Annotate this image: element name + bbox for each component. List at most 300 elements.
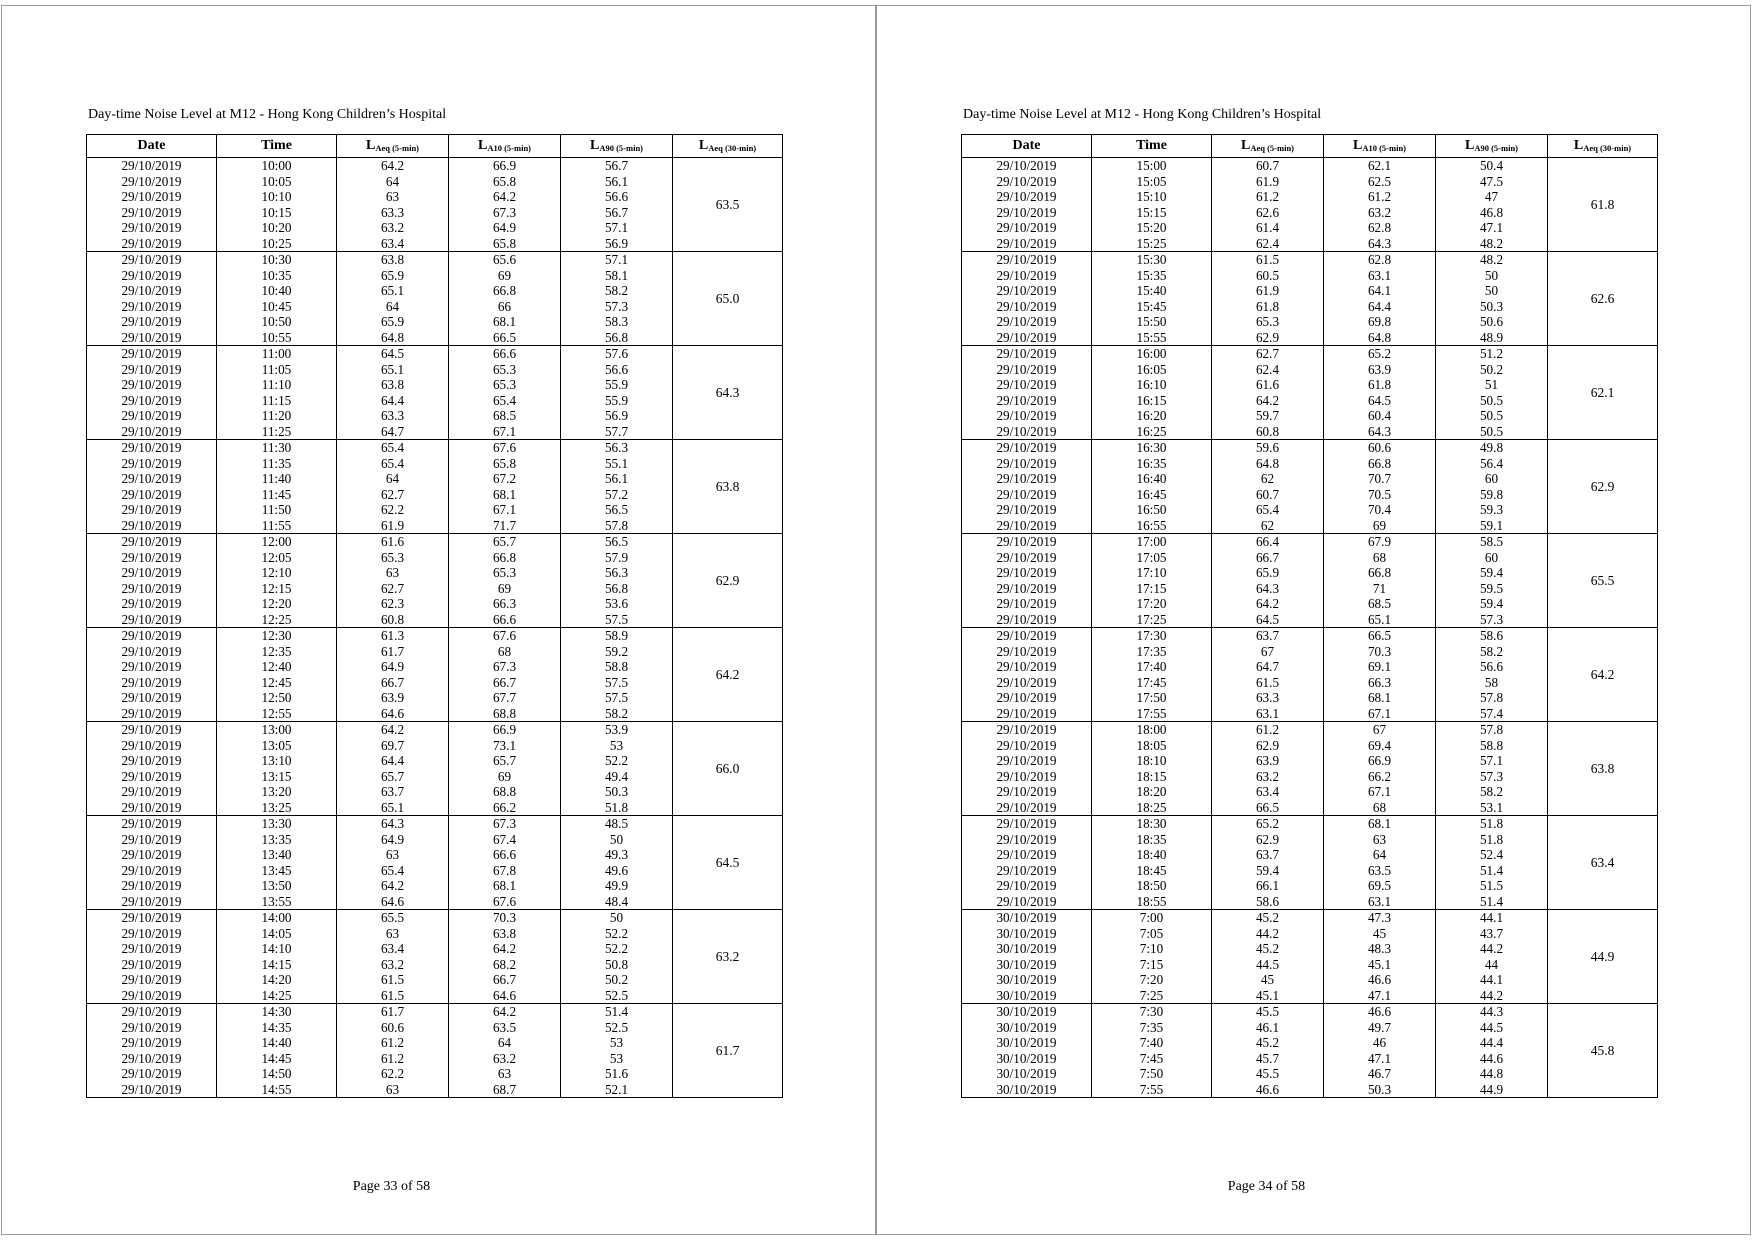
cell-time: 13:25 <box>217 800 337 816</box>
cell-la90-5min: 59.5 <box>1436 581 1548 597</box>
cell-date: 29/10/2019 <box>962 205 1092 221</box>
cell-la10-5min: 66.9 <box>449 722 561 738</box>
cell-la90-5min: 56.1 <box>561 471 673 487</box>
cell-la90-5min: 49.9 <box>561 878 673 894</box>
cell-time: 7:55 <box>1092 1082 1212 1098</box>
cell-la10-5min: 66.2 <box>1324 769 1436 785</box>
cell-la10-5min: 47.1 <box>1324 988 1436 1004</box>
cell-la90-5min: 51 <box>1436 377 1548 393</box>
cell-date: 29/10/2019 <box>87 471 217 487</box>
cell-la90-5min: 50.6 <box>1436 314 1548 330</box>
cell-date: 29/10/2019 <box>87 205 217 221</box>
cell-laeq-5min: 66.7 <box>1212 550 1324 566</box>
cell-time: 16:45 <box>1092 487 1212 503</box>
cell-la10-5min: 66.8 <box>449 283 561 299</box>
cell-la10-5min: 68.7 <box>449 1082 561 1098</box>
cell-laeq-5min: 61.2 <box>337 1035 449 1051</box>
cell-la90-5min: 56.7 <box>561 205 673 221</box>
cell-laeq-30min: 62.1 <box>1548 346 1658 440</box>
cell-la90-5min: 52.5 <box>561 988 673 1004</box>
cell-laeq-5min: 62.9 <box>1212 330 1324 346</box>
cell-date: 29/10/2019 <box>962 612 1092 628</box>
cell-time: 15:30 <box>1092 252 1212 268</box>
cell-la90-5min: 51.2 <box>1436 346 1548 362</box>
cell-date: 29/10/2019 <box>87 1082 217 1098</box>
cell-date: 29/10/2019 <box>87 550 217 566</box>
cell-date: 30/10/2019 <box>962 1066 1092 1082</box>
cell-laeq-5min: 60.8 <box>337 612 449 628</box>
cell-la10-5min: 67.3 <box>449 205 561 221</box>
cell-date: 29/10/2019 <box>87 722 217 738</box>
cell-laeq-5min: 62.2 <box>337 1066 449 1082</box>
cell-laeq-30min: 65.5 <box>1548 534 1658 628</box>
cell-laeq-5min: 65.2 <box>1212 816 1324 832</box>
cell-laeq-30min: 63.5 <box>673 158 783 252</box>
cell-laeq-5min: 63 <box>337 926 449 942</box>
cell-la90-5min: 56.3 <box>561 440 673 456</box>
cell-la10-5min: 64.5 <box>1324 393 1436 409</box>
cell-la10-5min: 70.3 <box>1324 644 1436 660</box>
cell-time: 15:45 <box>1092 299 1212 315</box>
cell-la10-5min: 46.6 <box>1324 1004 1436 1020</box>
cell-laeq-5min: 45.7 <box>1212 1051 1324 1067</box>
cell-date: 29/10/2019 <box>87 644 217 660</box>
cell-la90-5min: 44.2 <box>1436 988 1548 1004</box>
cell-time: 11:25 <box>217 424 337 440</box>
cell-la90-5min: 58 <box>1436 675 1548 691</box>
cell-la90-5min: 56.1 <box>561 174 673 190</box>
cell-date: 29/10/2019 <box>962 738 1092 754</box>
cell-date: 29/10/2019 <box>87 252 217 268</box>
cell-time: 12:55 <box>217 706 337 722</box>
cell-date: 29/10/2019 <box>962 424 1092 440</box>
cell-la10-5min: 70.3 <box>449 910 561 926</box>
cell-la10-5min: 50.3 <box>1324 1082 1436 1098</box>
cell-laeq-5min: 63.7 <box>1212 628 1324 644</box>
table-row <box>962 158 1658 174</box>
cell-la90-5min: 48.5 <box>561 816 673 832</box>
cell-laeq-5min: 60.6 <box>337 1020 449 1036</box>
cell-time: 14:10 <box>217 941 337 957</box>
cell-laeq-5min: 61.7 <box>337 1004 449 1020</box>
cell-date: 29/10/2019 <box>962 518 1092 534</box>
cell-laeq-30min: 65.0 <box>673 252 783 346</box>
cell-laeq-5min: 64.2 <box>337 878 449 894</box>
cell-time: 13:35 <box>217 832 337 848</box>
cell-date: 29/10/2019 <box>87 518 217 534</box>
header-laeq-5min: $L_{Aeq (5-min)}$ <box>1212 135 1324 158</box>
cell-la90-5min: 57.4 <box>1436 706 1548 722</box>
cell-date: 29/10/2019 <box>962 581 1092 597</box>
cell-la10-5min: 65.8 <box>449 236 561 252</box>
cell-date: 30/10/2019 <box>962 910 1092 926</box>
cell-la10-5min: 68.5 <box>1324 596 1436 612</box>
cell-la90-5min: 50 <box>561 910 673 926</box>
cell-la90-5min: 57.1 <box>561 252 673 268</box>
cell-date: 29/10/2019 <box>962 644 1092 660</box>
cell-time: 11:20 <box>217 408 337 424</box>
cell-la90-5min: 58.8 <box>561 659 673 675</box>
cell-date: 29/10/2019 <box>962 565 1092 581</box>
cell-date: 30/10/2019 <box>962 988 1092 1004</box>
cell-laeq-5min: 45.1 <box>1212 988 1324 1004</box>
cell-la90-5min: 48.9 <box>1436 330 1548 346</box>
header-la90-5min: $L_{A90 (5-min)}$ <box>561 135 673 158</box>
cell-la90-5min: 55.9 <box>561 377 673 393</box>
cell-date: 29/10/2019 <box>962 659 1092 675</box>
table-row <box>962 910 1658 926</box>
cell-la10-5min: 45 <box>1324 926 1436 942</box>
cell-la10-5min: 63.1 <box>1324 894 1436 910</box>
cell-time: 18:35 <box>1092 832 1212 848</box>
cell-time: 12:35 <box>217 644 337 660</box>
cell-time: 7:10 <box>1092 941 1212 957</box>
cell-time: 11:30 <box>217 440 337 456</box>
cell-date: 29/10/2019 <box>87 268 217 284</box>
cell-la90-5min: 53 <box>561 1035 673 1051</box>
cell-la10-5min: 67 <box>1324 722 1436 738</box>
table-row <box>87 722 783 738</box>
cell-la90-5min: 59.3 <box>1436 502 1548 518</box>
cell-date: 30/10/2019 <box>962 957 1092 973</box>
cell-laeq-30min: 62.9 <box>673 534 783 628</box>
cell-la10-5min: 66.7 <box>449 675 561 691</box>
cell-date: 29/10/2019 <box>962 675 1092 691</box>
table-row <box>87 158 783 174</box>
cell-time: 13:15 <box>217 769 337 785</box>
cell-laeq-5min: 64.2 <box>337 158 449 174</box>
cell-date: 29/10/2019 <box>87 283 217 299</box>
cell-laeq-5min: 64.4 <box>337 393 449 409</box>
cell-time: 11:50 <box>217 502 337 518</box>
cell-la10-5min: 65.8 <box>449 456 561 472</box>
cell-time: 13:45 <box>217 863 337 879</box>
cell-la90-5min: 56.6 <box>1436 659 1548 675</box>
cell-time: 18:25 <box>1092 800 1212 816</box>
cell-laeq-5min: 69.7 <box>337 738 449 754</box>
cell-la10-5min: 71 <box>1324 581 1436 597</box>
page-title: Day-time Noise Level at M12 - Hong Kong Children’s Hospital <box>88 107 447 122</box>
cell-laeq-5min: 60.5 <box>1212 268 1324 284</box>
cell-laeq-30min: 62.9 <box>1548 440 1658 534</box>
cell-laeq-5min: 62.9 <box>1212 738 1324 754</box>
cell-la10-5min: 67.4 <box>449 832 561 848</box>
cell-time: 18:20 <box>1092 784 1212 800</box>
cell-date: 29/10/2019 <box>87 972 217 988</box>
cell-laeq-5min: 64.7 <box>337 424 449 440</box>
cell-la10-5min: 64.1 <box>1324 283 1436 299</box>
cell-time: 10:20 <box>217 220 337 236</box>
cell-time: 15:25 <box>1092 236 1212 252</box>
cell-la90-5min: 57.7 <box>561 424 673 440</box>
cell-la90-5min: 52.2 <box>561 926 673 942</box>
cell-la90-5min: 48.2 <box>1436 252 1548 268</box>
cell-time: 7:45 <box>1092 1051 1212 1067</box>
cell-la10-5min: 68.1 <box>1324 816 1436 832</box>
cell-la90-5min: 51.4 <box>1436 894 1548 910</box>
cell-la10-5min: 63.5 <box>449 1020 561 1036</box>
cell-date: 29/10/2019 <box>87 926 217 942</box>
cell-la90-5min: 46.8 <box>1436 205 1548 221</box>
cell-date: 29/10/2019 <box>87 362 217 378</box>
cell-date: 29/10/2019 <box>962 800 1092 816</box>
cell-laeq-5min: 45.5 <box>1212 1066 1324 1082</box>
cell-la90-5min: 57.5 <box>561 690 673 706</box>
cell-laeq-5min: 63 <box>337 565 449 581</box>
cell-la10-5min: 67.8 <box>449 863 561 879</box>
cell-time: 17:35 <box>1092 644 1212 660</box>
header-time: Time <box>217 135 337 158</box>
cell-la10-5min: 65.3 <box>449 362 561 378</box>
cell-time: 18:10 <box>1092 753 1212 769</box>
cell-time: 10:50 <box>217 314 337 330</box>
cell-date: 29/10/2019 <box>962 174 1092 190</box>
cell-laeq-5min: 62.4 <box>1212 362 1324 378</box>
cell-laeq-5min: 61.2 <box>1212 189 1324 205</box>
page-footer <box>2 1179 877 1195</box>
cell-date: 29/10/2019 <box>87 832 217 848</box>
cell-laeq-5min: 64.8 <box>337 330 449 346</box>
cell-la90-5min: 47.5 <box>1436 174 1548 190</box>
cell-date: 29/10/2019 <box>87 330 217 346</box>
cell-la90-5min: 50.3 <box>561 784 673 800</box>
cell-date: 29/10/2019 <box>87 596 217 612</box>
cell-date: 29/10/2019 <box>962 220 1092 236</box>
cell-la90-5min: 56.8 <box>561 581 673 597</box>
cell-time: 15:05 <box>1092 174 1212 190</box>
cell-laeq-5min: 61.9 <box>337 518 449 534</box>
cell-la10-5min: 70.4 <box>1324 502 1436 518</box>
cell-time: 11:10 <box>217 377 337 393</box>
cell-la10-5min: 69 <box>1324 518 1436 534</box>
cell-time: 7:25 <box>1092 988 1212 1004</box>
cell-time: 16:35 <box>1092 456 1212 472</box>
cell-la90-5min: 59.4 <box>1436 596 1548 612</box>
cell-la10-5min: 70.7 <box>1324 471 1436 487</box>
cell-date: 29/10/2019 <box>962 894 1092 910</box>
cell-date: 29/10/2019 <box>87 1051 217 1067</box>
cell-la10-5min: 65.2 <box>1324 346 1436 362</box>
cell-laeq-30min: 64.2 <box>673 628 783 722</box>
cell-la10-5min: 66.8 <box>1324 456 1436 472</box>
cell-la90-5min: 60 <box>1436 550 1548 566</box>
cell-time: 10:05 <box>217 174 337 190</box>
cell-date: 30/10/2019 <box>962 1004 1092 1020</box>
page-34 <box>876 5 1751 1235</box>
cell-laeq-5min: 61.5 <box>1212 252 1324 268</box>
cell-date: 29/10/2019 <box>962 158 1092 174</box>
cell-time: 15:10 <box>1092 189 1212 205</box>
table-row <box>87 910 783 926</box>
cell-la10-5min: 66.3 <box>449 596 561 612</box>
cell-laeq-5min: 64.5 <box>1212 612 1324 628</box>
cell-la90-5min: 56.7 <box>561 158 673 174</box>
cell-date: 29/10/2019 <box>962 487 1092 503</box>
cell-date: 30/10/2019 <box>962 1082 1092 1098</box>
cell-time: 10:00 <box>217 158 337 174</box>
cell-date: 29/10/2019 <box>87 988 217 1004</box>
cell-la90-5min: 51.8 <box>1436 816 1548 832</box>
cell-time: 18:50 <box>1092 878 1212 894</box>
cell-time: 17:40 <box>1092 659 1212 675</box>
cell-la90-5min: 56.5 <box>561 502 673 518</box>
cell-la10-5min: 63 <box>449 1066 561 1082</box>
cell-date: 30/10/2019 <box>962 1035 1092 1051</box>
cell-la90-5min: 58.3 <box>561 314 673 330</box>
cell-la90-5min: 44 <box>1436 957 1548 973</box>
cell-time: 16:05 <box>1092 362 1212 378</box>
cell-date: 29/10/2019 <box>87 502 217 518</box>
cell-time: 14:30 <box>217 1004 337 1020</box>
cell-la90-5min: 50.8 <box>561 957 673 973</box>
cell-la10-5min: 64.2 <box>449 941 561 957</box>
cell-time: 7:35 <box>1092 1020 1212 1036</box>
cell-la90-5min: 43.7 <box>1436 926 1548 942</box>
cell-date: 29/10/2019 <box>962 753 1092 769</box>
table-header-row <box>87 135 783 158</box>
cell-time: 16:15 <box>1092 393 1212 409</box>
cell-time: 13:30 <box>217 816 337 832</box>
cell-time: 14:15 <box>217 957 337 973</box>
cell-time: 14:25 <box>217 988 337 1004</box>
cell-date: 29/10/2019 <box>962 690 1092 706</box>
cell-la10-5min: 68.2 <box>449 957 561 973</box>
cell-time: 7:05 <box>1092 926 1212 942</box>
cell-laeq-5min: 61.9 <box>1212 283 1324 299</box>
cell-la10-5min: 64.9 <box>449 220 561 236</box>
cell-date: 29/10/2019 <box>962 502 1092 518</box>
cell-laeq-5min: 65.1 <box>337 362 449 378</box>
cell-laeq-5min: 66.5 <box>1212 800 1324 816</box>
cell-laeq-5min: 65.4 <box>1212 502 1324 518</box>
cell-laeq-5min: 63.2 <box>337 220 449 236</box>
cell-la90-5min: 44.3 <box>1436 1004 1548 1020</box>
cell-laeq-5min: 45 <box>1212 972 1324 988</box>
cell-time: 7:40 <box>1092 1035 1212 1051</box>
cell-la10-5min: 71.7 <box>449 518 561 534</box>
cell-la90-5min: 52.2 <box>561 941 673 957</box>
cell-la10-5min: 66.6 <box>449 847 561 863</box>
cell-laeq-5min: 61.5 <box>337 988 449 1004</box>
cell-time: 11:05 <box>217 362 337 378</box>
cell-laeq-5min: 62.4 <box>1212 236 1324 252</box>
cell-la90-5min: 49.4 <box>561 769 673 785</box>
cell-laeq-5min: 45.2 <box>1212 1035 1324 1051</box>
cell-la10-5min: 63.9 <box>1324 362 1436 378</box>
table-row <box>87 628 783 644</box>
cell-date: 29/10/2019 <box>962 377 1092 393</box>
cell-date: 29/10/2019 <box>962 283 1092 299</box>
cell-time: 12:15 <box>217 581 337 597</box>
cell-la90-5min: 44.4 <box>1436 1035 1548 1051</box>
cell-la90-5min: 56.9 <box>561 236 673 252</box>
cell-laeq-30min: 63.8 <box>1548 722 1658 816</box>
cell-la90-5min: 49.8 <box>1436 440 1548 456</box>
cell-date: 29/10/2019 <box>962 863 1092 879</box>
cell-laeq-5min: 63.8 <box>337 377 449 393</box>
cell-date: 29/10/2019 <box>962 471 1092 487</box>
cell-laeq-5min: 61.6 <box>337 534 449 550</box>
cell-la10-5min: 69.4 <box>1324 738 1436 754</box>
cell-date: 29/10/2019 <box>962 456 1092 472</box>
table-row <box>962 628 1658 644</box>
cell-la10-5min: 68.1 <box>449 487 561 503</box>
cell-la10-5min: 68.8 <box>449 706 561 722</box>
cell-date: 29/10/2019 <box>962 362 1092 378</box>
cell-laeq-5min: 64.5 <box>337 346 449 362</box>
cell-date: 29/10/2019 <box>87 659 217 675</box>
cell-date: 29/10/2019 <box>962 236 1092 252</box>
page-title: Day-time Noise Level at M12 - Hong Kong Children’s Hospital <box>963 107 1322 122</box>
cell-time: 11:00 <box>217 346 337 362</box>
header-time: Time <box>1092 135 1212 158</box>
cell-time: 7:50 <box>1092 1066 1212 1082</box>
cell-laeq-5min: 65.3 <box>1212 314 1324 330</box>
header-laeq-30min: $L_{Aeq (30-min)}$ <box>673 135 783 158</box>
cell-laeq-5min: 63.2 <box>337 957 449 973</box>
cell-date: 30/10/2019 <box>962 1020 1092 1036</box>
cell-date: 29/10/2019 <box>962 408 1092 424</box>
cell-date: 29/10/2019 <box>87 565 217 581</box>
cell-time: 13:50 <box>217 878 337 894</box>
page-number: Page 33 of 58 <box>352 1179 431 1194</box>
cell-laeq-30min: 61.7 <box>673 1004 783 1098</box>
page-footer <box>877 1179 1752 1195</box>
cell-la10-5min: 62.1 <box>1324 158 1436 174</box>
cell-la90-5min: 44.2 <box>1436 941 1548 957</box>
cell-la90-5min: 53.1 <box>1436 800 1548 816</box>
cell-time: 18:05 <box>1092 738 1212 754</box>
cell-la90-5min: 58.8 <box>1436 738 1548 754</box>
cell-date: 29/10/2019 <box>87 377 217 393</box>
cell-date: 29/10/2019 <box>962 816 1092 832</box>
cell-laeq-5min: 65.9 <box>337 314 449 330</box>
cell-la90-5min: 57.3 <box>561 299 673 315</box>
cell-la90-5min: 47 <box>1436 189 1548 205</box>
cell-laeq-5min: 62.7 <box>337 487 449 503</box>
cell-laeq-5min: 61.5 <box>337 972 449 988</box>
cell-la90-5min: 50.5 <box>1436 424 1548 440</box>
cell-la10-5min: 63.1 <box>1324 268 1436 284</box>
cell-laeq-5min: 64.8 <box>1212 456 1324 472</box>
cell-laeq-5min: 63.1 <box>1212 706 1324 722</box>
cell-laeq-5min: 61.2 <box>1212 722 1324 738</box>
cell-date: 30/10/2019 <box>962 941 1092 957</box>
cell-la10-5min: 64.8 <box>1324 330 1436 346</box>
cell-date: 29/10/2019 <box>87 487 217 503</box>
cell-laeq-5min: 60.8 <box>1212 424 1324 440</box>
cell-la10-5min: 66.7 <box>449 972 561 988</box>
cell-date: 29/10/2019 <box>87 174 217 190</box>
table-row <box>87 534 783 550</box>
cell-laeq-5min: 61.2 <box>337 1051 449 1067</box>
cell-time: 10:25 <box>217 236 337 252</box>
cell-la90-5min: 50.2 <box>1436 362 1548 378</box>
cell-la10-5min: 64.2 <box>449 189 561 205</box>
cell-la90-5min: 49.6 <box>561 863 673 879</box>
cell-time: 17:05 <box>1092 550 1212 566</box>
cell-la90-5min: 59.4 <box>1436 565 1548 581</box>
cell-date: 29/10/2019 <box>962 628 1092 644</box>
cell-laeq-30min: 62.6 <box>1548 252 1658 346</box>
table-row <box>962 722 1658 738</box>
cell-laeq-5min: 45.2 <box>1212 910 1324 926</box>
cell-time: 12:20 <box>217 596 337 612</box>
cell-la10-5min: 62.5 <box>1324 174 1436 190</box>
cell-time: 15:50 <box>1092 314 1212 330</box>
cell-la90-5min: 47.1 <box>1436 220 1548 236</box>
cell-la90-5min: 53 <box>561 738 673 754</box>
